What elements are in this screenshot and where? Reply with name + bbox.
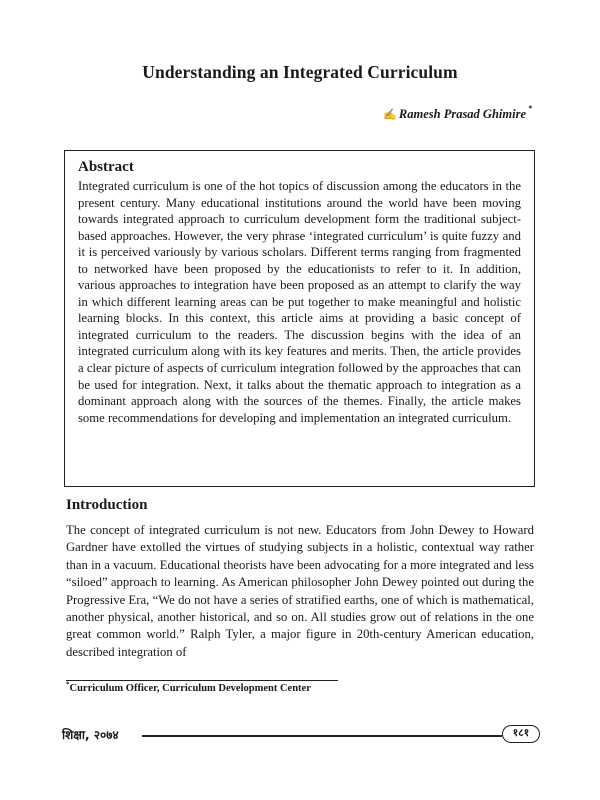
- author-name: Ramesh Prasad Ghimire: [398, 107, 526, 121]
- abstract-text: Integrated curriculum is one of the hot topics of discussion among the educators in the present century. Many educational institutions around the world have been moving towards integrated approach to curriculum development form the traditional subject-based approaches. However, the very phrase ‘integrated curriculum’ is quite fuzzy and it is perceived variously by various scholars. Different terms ranging from fragmented to networked have been proposed by the educationists to refer to it. In addition, various approaches to integration have been proposed as an attempt to clarify the way in which different learning areas can be put together to make meaningful and holistic learning blocks. In this context, this article aims at providing a basic concept of integrated curriculum to the readers. The discussion begins with the idea of an integrated curriculum along with its key features and merits. Then, the article provides a clear picture of aspects of curriculum integration followed by the approaches that can be used for integration. Next, it talks about the thematic approach to integration as a dominant approach along with the sources of the themes. Finally, the article makes some recommendations for developing and implementation an integrated curriculum.: [78, 179, 521, 425]
- pen-icon: ✍: [383, 109, 397, 121]
- page-number: १८१: [502, 725, 540, 743]
- footnote: [66, 680, 311, 694]
- footer-rule: [142, 735, 502, 737]
- footnote-marker: *: [66, 680, 70, 689]
- abstract-heading: Abstract: [78, 159, 134, 175]
- author-line: ✍ Ramesh Prasad Ghimire *: [383, 104, 532, 121]
- introduction-heading: Introduction: [66, 497, 148, 513]
- article-title: Understanding an Integrated Curriculum: [142, 62, 458, 82]
- page-footer: [62, 724, 540, 746]
- abstract-box: [64, 150, 535, 487]
- footnote-divider: [66, 680, 338, 681]
- footnote-text: Curriculum Officer, Curriculum Development Center: [69, 683, 311, 694]
- journal-name: शिक्षा, २०७४: [62, 728, 119, 742]
- introduction-text: The concept of integrated curriculum is not new. Educators from John Dewey to Howard Gardner have extolled the virtues of studying subjects in a holistic, contextual way rather than in a vacuum. Educational theorists have been advocating for a more integrated and less “siloed” approach to learning. As American philosopher John Dewey pointed out during the Progressive Era, “We do not have a series of stratified earths, one of which is mathematical, another physical, another historical, and so on. All studies grow out of relations in the one great common world.” Ralph Tyler, a major figure in 20th-century American education, described integration of: [66, 523, 534, 659]
